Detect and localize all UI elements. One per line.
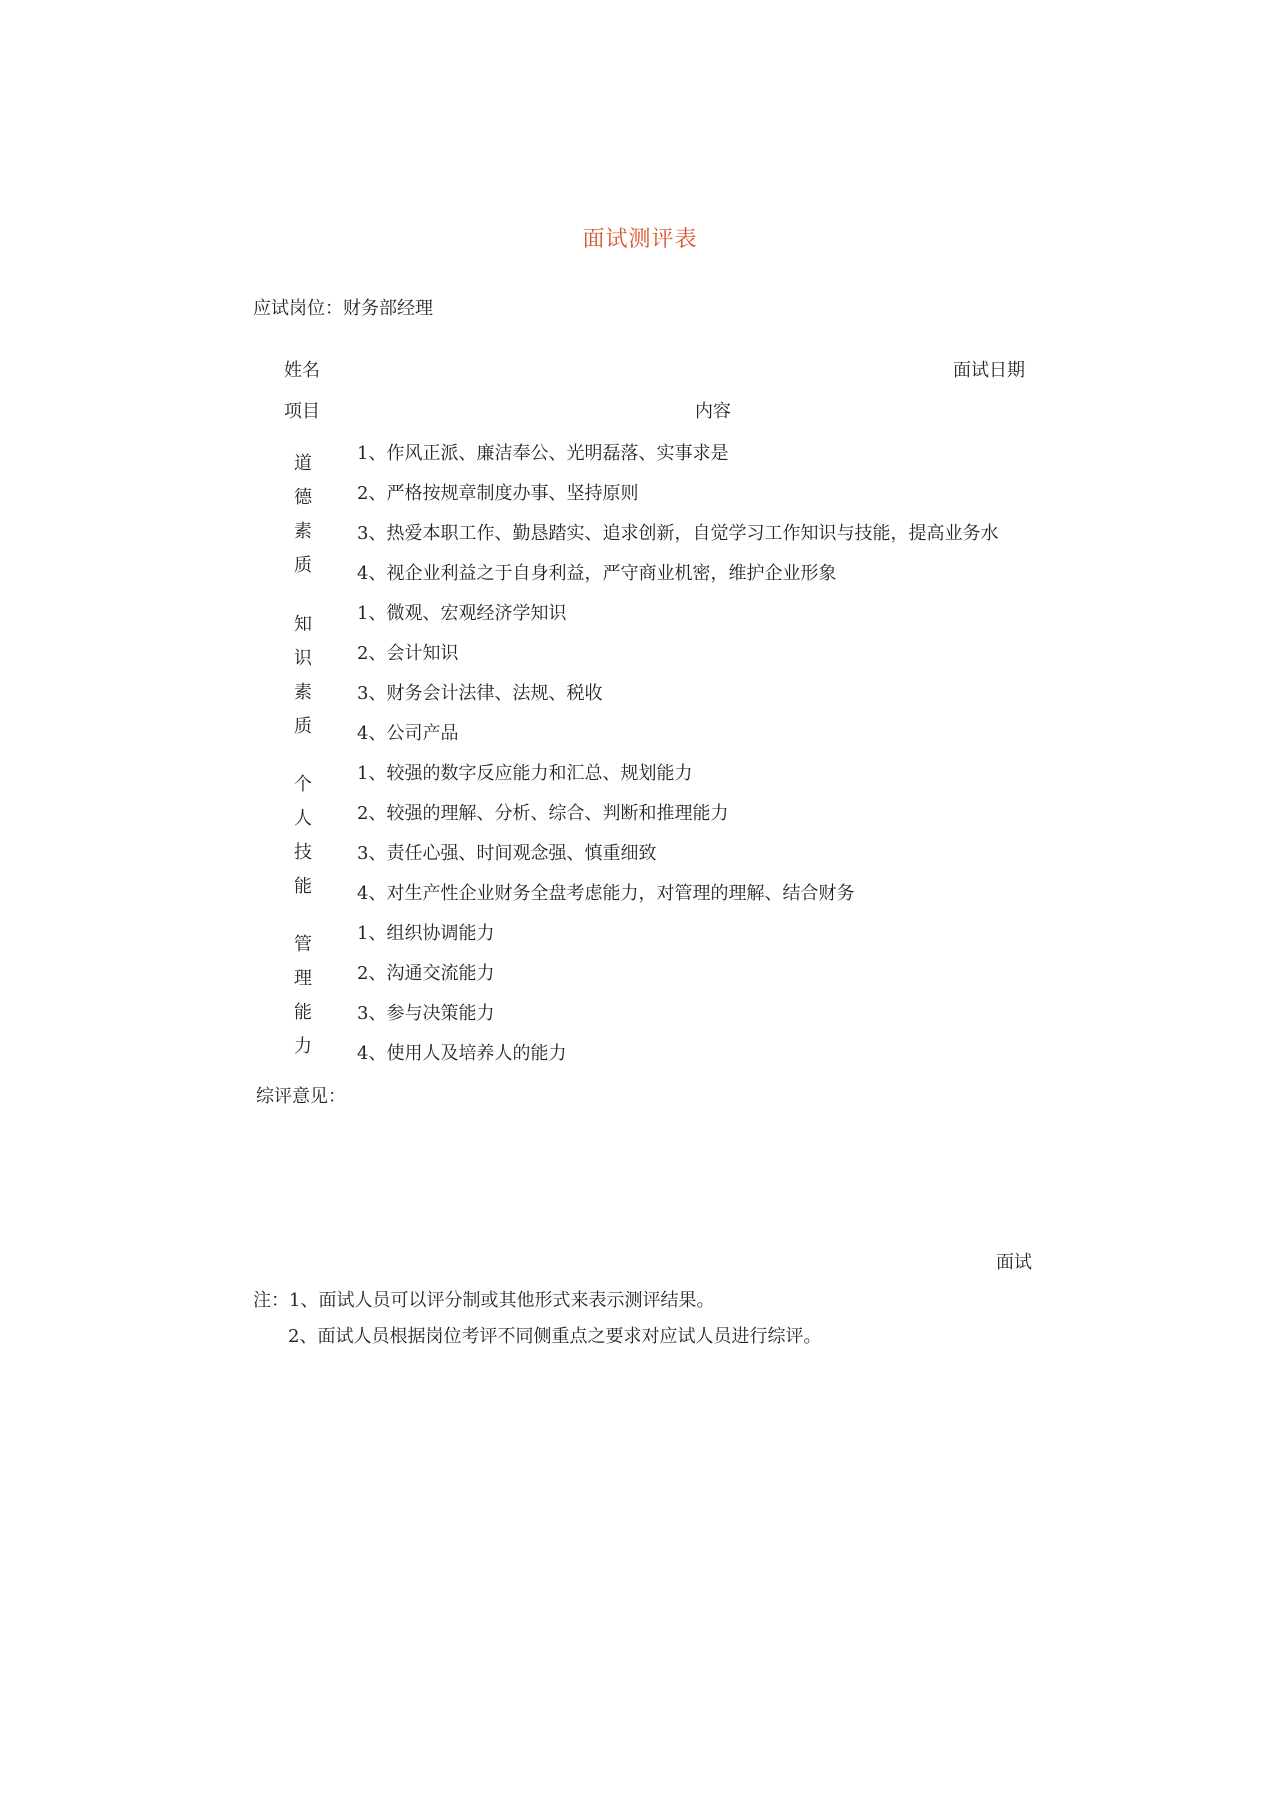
category-label-char: 识 bbox=[294, 648, 312, 669]
category-label-char: 知 bbox=[294, 614, 312, 635]
criteria-item: 2、较强的理解、分析、综合、判断和推理能力 bbox=[357, 803, 729, 824]
category-label-char: 人 bbox=[294, 808, 312, 829]
category-label-char: 德 bbox=[294, 487, 312, 508]
criteria-item: 3、热爱本职工作、勤恳踏实、追求创新，自觉学习工作知识与技能，提高业务水 bbox=[357, 523, 999, 544]
criteria-item: 4、使用人及培养人的能力 bbox=[357, 1043, 567, 1064]
category-label-char: 素 bbox=[294, 682, 312, 703]
criteria-item: 1、较强的数字反应能力和汇总、规划能力 bbox=[357, 763, 693, 784]
criteria-item: 1、作风正派、廉洁奉公、光明磊落、实事求是 bbox=[357, 443, 729, 464]
category-label-char: 能 bbox=[294, 876, 312, 897]
category-label-char: 质 bbox=[294, 555, 312, 576]
criteria-item: 4、视企业利益之于自身利益，严守商业机密，维护企业形象 bbox=[357, 563, 837, 584]
page-title: 面试测评表 bbox=[582, 227, 698, 252]
category-label-char: 素 bbox=[294, 521, 312, 542]
position-line: 应试岗位：财务部经理 bbox=[253, 298, 433, 319]
note-line: 注：1、面试人员可以评分制或其他形式来表示测评结果。 bbox=[253, 1290, 715, 1311]
evaluation-table bbox=[0, 0, 1040, 1100]
criteria-item: 2、沟通交流能力 bbox=[357, 963, 495, 984]
category-label-char: 管 bbox=[294, 934, 312, 955]
criteria-item: 3、责任心强、时间观念强、慎重细致 bbox=[357, 843, 657, 864]
note-line: 2、面试人员根据岗位考评不同侧重点之要求对应试人员进行综评。 bbox=[288, 1326, 822, 1347]
category-label-char: 个 bbox=[294, 774, 312, 795]
criteria-item: 2、会计知识 bbox=[357, 643, 459, 664]
criteria-item: 4、公司产品 bbox=[357, 723, 459, 744]
content-column-header: 内容 bbox=[695, 401, 731, 422]
interview-date-label: 面试日期 bbox=[953, 360, 1025, 381]
category-label-char: 力 bbox=[294, 1036, 312, 1057]
category-label-char: 技 bbox=[294, 842, 312, 863]
criteria-item: 1、组织协调能力 bbox=[357, 923, 495, 944]
category-label-char: 能 bbox=[294, 1002, 312, 1023]
criteria-item: 2、严格按规章制度办事、坚持原则 bbox=[357, 483, 639, 504]
criteria-item: 1、微观、宏观经济学知识 bbox=[357, 603, 567, 624]
name-label: 姓名 bbox=[284, 360, 320, 381]
category-label-char: 理 bbox=[294, 968, 312, 989]
category-label-char: 质 bbox=[294, 716, 312, 737]
criteria-item: 3、参与决策能力 bbox=[357, 1003, 495, 1024]
category-label-char: 道 bbox=[294, 453, 312, 474]
item-column-header: 项目 bbox=[284, 401, 320, 422]
summary-opinion-label: 综评意见： bbox=[256, 1086, 346, 1107]
interviewer-label: 面试 bbox=[996, 1252, 1032, 1273]
criteria-item: 3、财务会计法律、法规、税收 bbox=[357, 683, 603, 704]
criteria-item: 4、对生产性企业财务全盘考虑能力，对管理的理解、结合财务 bbox=[357, 883, 855, 904]
